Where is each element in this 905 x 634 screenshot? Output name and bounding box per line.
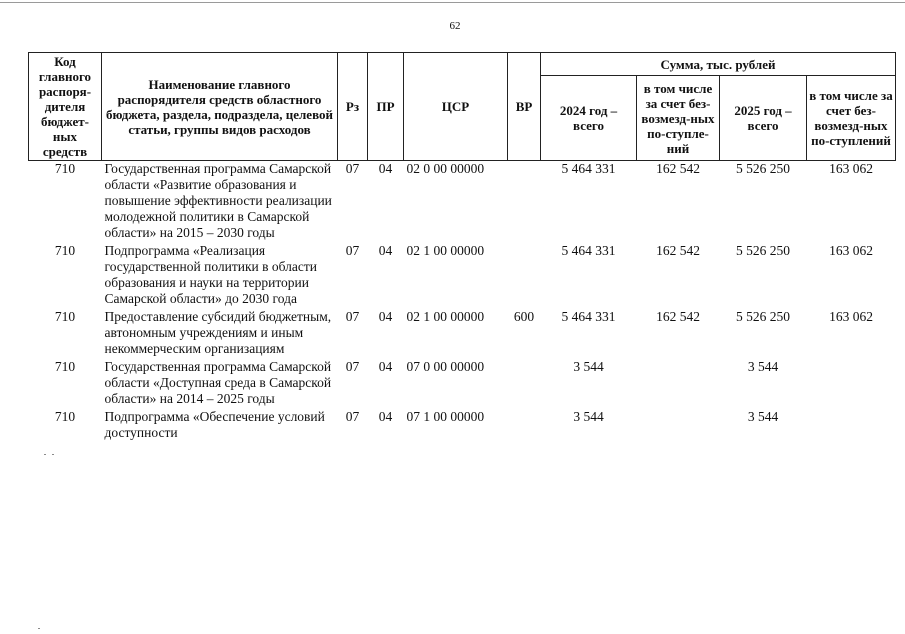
table-row (29, 359, 896, 409)
scan-speck (44, 454, 46, 455)
cell-vr (508, 161, 541, 244)
cell-vr (508, 243, 541, 309)
cell-2024-grants: 162 542 (656, 309, 700, 324)
cell-csr: 07 1 00 00000 (406, 409, 485, 424)
cell-vr (508, 409, 541, 441)
table-row (29, 409, 896, 441)
cell-code: 710 (54, 409, 76, 424)
cell-vr (508, 359, 541, 409)
header-vr: ВР (508, 53, 541, 161)
cell-name: Предоставление субсидий бюджетным, автономным учреждениям и иным некоммерческим организациям (104, 309, 332, 356)
cell-2024-grants: 162 542 (656, 243, 700, 258)
page-number: 62 (449, 20, 461, 32)
cell-name: Государственная программа Самарской области «Доступная среда в Самарской области» на 2014 – 2025 годы (104, 359, 332, 406)
table-header (29, 53, 896, 161)
cell-code: 710 (54, 161, 76, 176)
cell-name: Подпрограмма «Обеспечение условий доступности (104, 409, 325, 440)
cell-rz: 07 (345, 309, 360, 324)
cell-rz: 07 (345, 161, 360, 176)
cell-2025-total: 5 526 250 (736, 161, 790, 176)
cell-2025-grants: 163 062 (829, 161, 873, 176)
header-name: Наименование главного распорядителя средств областного бюджета, раздела, подраздела, целевой статьи, группы видов расходов (102, 53, 338, 161)
cell-2025-grants: 163 062 (829, 309, 873, 324)
cell-2024-grants (637, 359, 720, 409)
cell-csr: 02 0 00 00000 (406, 161, 485, 176)
header-pr: ПР (368, 53, 404, 161)
table-body (29, 161, 896, 442)
cell-code: 710 (54, 309, 76, 324)
cell-2024-total: 3 544 (573, 359, 604, 374)
table-row (29, 161, 896, 244)
cell-vr: 600 (513, 309, 535, 324)
cell-name: Государственная программа Самарской области «Развитие образования и повышение эффективности реализации молодежной политики в Самарской области» на 2015 – 2030 годы (104, 161, 332, 240)
cell-2025-grants: 163 062 (829, 243, 873, 258)
cell-2025-total: 5 526 250 (736, 243, 790, 258)
cell-name: Подпрограмма «Реализация государственной политики в области образования и науки на территории Самарской области» до 2030 года (104, 243, 318, 306)
page-top-edge (0, 2, 905, 3)
cell-2025-grants (807, 409, 896, 441)
header-csr: ЦСР (404, 53, 508, 161)
cell-2024-total: 5 464 331 (561, 243, 616, 258)
cell-2025-total: 3 544 (747, 359, 779, 374)
cell-2024-total: 3 544 (573, 409, 604, 424)
header-2024-grants: в том числе за счет без-возмезд-ных по-ступле-ний (637, 76, 720, 161)
cell-2025-total: 3 544 (747, 409, 779, 424)
cell-pr: 04 (378, 409, 393, 424)
cell-2025-total: 5 526 250 (736, 309, 790, 324)
cell-csr: 07 0 00 00000 (406, 359, 485, 374)
cell-pr: 04 (378, 243, 393, 258)
cell-code: 710 (54, 243, 76, 258)
header-code: Код главного распоря-дителя бюджет-ных средств (29, 53, 102, 161)
cell-rz: 07 (345, 409, 360, 424)
cell-code: 710 (54, 359, 76, 374)
cell-2024-total: 5 464 331 (561, 309, 616, 324)
cell-csr: 02 1 00 00000 (406, 243, 485, 258)
cell-pr: 04 (378, 161, 393, 176)
scan-speck (38, 628, 40, 629)
cell-2024-total: 5 464 331 (561, 161, 616, 176)
budget-table (28, 52, 896, 441)
cell-2024-grants (637, 409, 720, 441)
cell-2025-grants (807, 359, 896, 409)
cell-2024-grants: 162 542 (656, 161, 700, 176)
header-rz: Рз (338, 53, 368, 161)
header-2025-total: 2025 год – всего (720, 76, 807, 161)
cell-rz: 07 (345, 243, 360, 258)
table-row (29, 309, 896, 359)
header-2025-grants: в том числе за счет без-возмезд-ных по-ступлений (807, 76, 896, 161)
cell-csr: 02 1 00 00000 (406, 309, 485, 324)
header-2024-total: 2024 год – всего (541, 76, 637, 161)
cell-rz: 07 (345, 359, 360, 374)
cell-pr: 04 (378, 359, 393, 374)
table-row (29, 243, 896, 309)
cell-pr: 04 (378, 309, 393, 324)
scan-speck (52, 454, 54, 455)
header-sum: Сумма, тыс. рублей (541, 53, 896, 76)
